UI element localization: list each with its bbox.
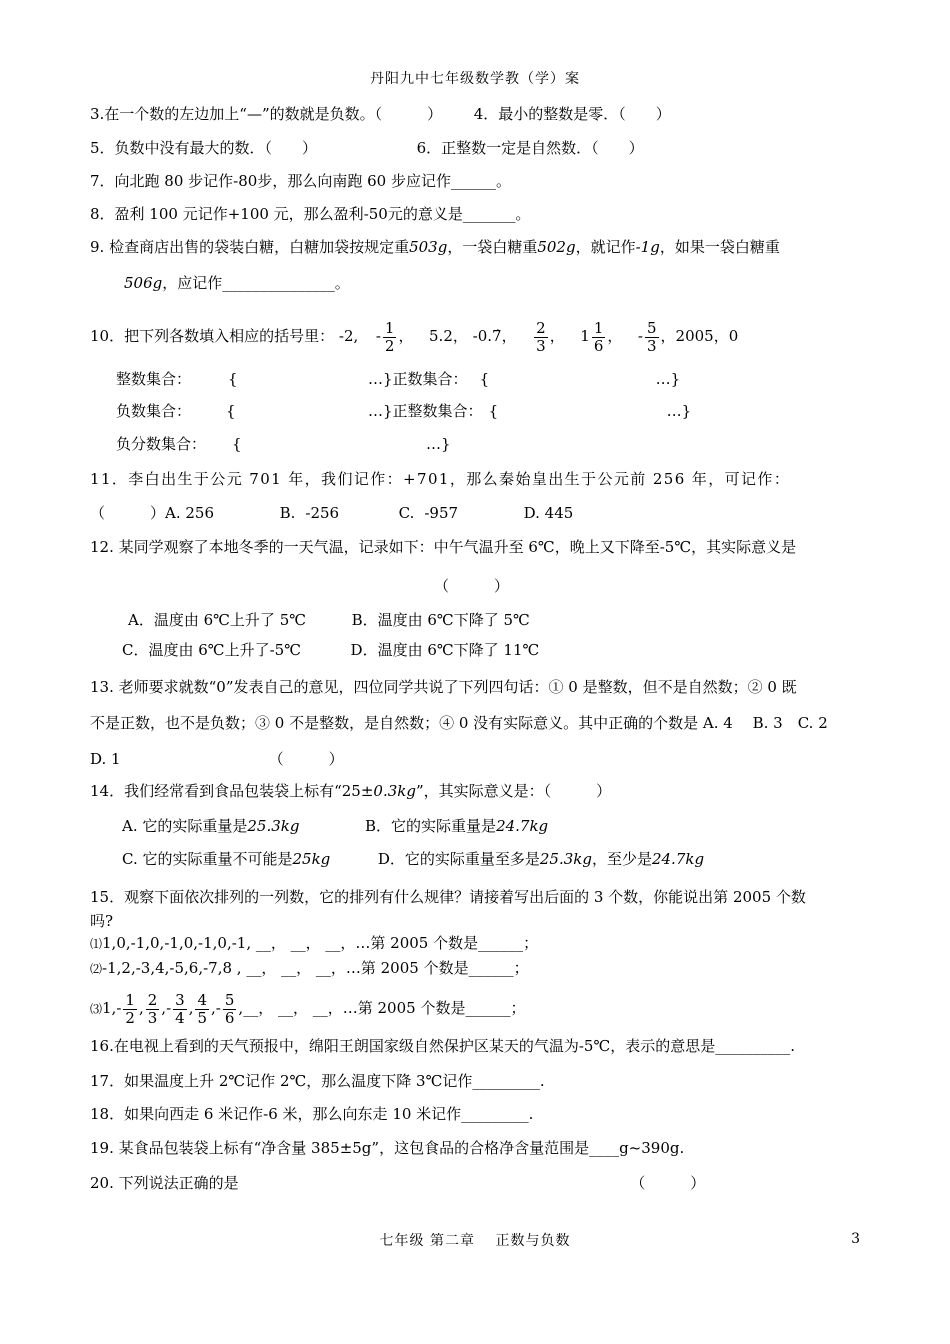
question-17: 17．如果温度上升 2℃记作 2℃，那么温度下降 3℃记作_________. — [90, 1072, 545, 1090]
sequence-3-fraction-1 — [123, 992, 137, 1027]
fraction-3-den: 6 — [593, 336, 604, 355]
sequence-3-fraction-2 — [146, 992, 160, 1027]
question-9-text-d: ，如果一袋白糖重 — [659, 238, 780, 256]
question-11-options — [90, 502, 862, 524]
negative-fraction-set-label: 负分数集合： — [116, 435, 207, 453]
question-12-text-b: ℃，其实际意义是 — [674, 538, 797, 556]
sequence-3-tail: …第 2005 个数是______； — [342, 999, 526, 1017]
sequence-2 — [90, 957, 862, 980]
option-11-d: D. 445 — [523, 504, 574, 522]
question-8-text-b: 元的意义是_______。 — [387, 205, 531, 223]
negative-set-label: 负数集合： — [116, 402, 192, 420]
sequence-1-terms: 1,0,-1,0,-1,0,-1,0,-1, __， __， __， — [102, 934, 356, 952]
sequence-1-index: ⑴ — [90, 937, 103, 951]
set-row-2 — [116, 400, 862, 422]
sequence-3-fraction-3 — [173, 992, 187, 1027]
option-12-d: D．温度由 6℃下降了 11℃ — [350, 641, 540, 659]
page-header: 丹阳九中七年级数学教（学）案 — [370, 71, 580, 87]
question-7-text-b: 步，那么向南跑 60 步应记作______。 — [257, 172, 511, 190]
question-8-math: -50 — [363, 205, 388, 223]
option-12-c-text: C．温度由 6℃上升了 — [122, 641, 270, 659]
question-8-text-a: 8．盈利 100 元记作+100 元，那么盈利 — [90, 205, 364, 223]
question-12-options-ab — [128, 609, 862, 631]
fraction-2-den: 3 — [536, 336, 546, 355]
option-12-c-math: -5 — [269, 641, 285, 659]
sequence-3-f1-sign: - — [116, 999, 122, 1017]
question-13-line-1: 13. 老师要求就数“0”发表自己的意见，四位同学共说了下列四句话：① 0 是整数，但不是自然数；② 0 既 — [90, 678, 797, 696]
question-14-options-ab — [122, 815, 862, 837]
s3f4-den: 5 — [197, 1008, 208, 1027]
positive-integer-set-close: …} — [666, 402, 692, 420]
number-neg-0-7-repeating: -0.7̇， — [472, 327, 517, 345]
integer-set-close: …} — [368, 370, 393, 388]
sequence-3-blanks: ,__， __， __， — [238, 999, 343, 1017]
mixed-fraction-whole: 1 — [580, 327, 590, 345]
question-9-math-4: 506g — [124, 274, 163, 292]
negative-fraction-set-open: { — [232, 435, 242, 453]
s3f5-den: 6 — [224, 1008, 235, 1027]
option-14-c-math: 25kg — [292, 850, 331, 868]
question-12-math: -5 — [659, 538, 675, 556]
integer-set-open: { — [228, 370, 238, 388]
option-13-d: D. 1 — [90, 750, 121, 768]
question-10-intro: 10．把下列各数填入相应的括号里： — [90, 327, 335, 345]
fraction-4-num: 5 — [647, 318, 657, 337]
question-14-math: ±0.3kg — [360, 782, 416, 800]
question-12-text-a: 12. 某同学观察了本地冬季的一天气温，记录如下：中午气温升至 6℃，晚上又下降至 — [90, 538, 660, 556]
s3f3-num: 3 — [175, 990, 185, 1009]
fraction-neg-half — [383, 320, 397, 355]
s3f1-num: 1 — [125, 990, 135, 1009]
negative-fraction-set-close: …} — [426, 435, 451, 453]
question-3-4 — [90, 103, 862, 125]
question-9-text-e: ，应记作_______________。 — [162, 274, 350, 292]
question-7-text-a: 7．向北跑 80 步记作 — [90, 172, 234, 190]
sequence-1-tail: …第 2005 个数是______； — [355, 934, 539, 952]
question-14-text-a: 14．我们经常看到食品包装袋上标有“25 — [90, 782, 361, 800]
sequence-3-f3-sign: - — [166, 999, 172, 1017]
option-14-d-math-2: 24.7kg — [651, 850, 705, 868]
option-14-a-math: 25.3kg — [247, 817, 300, 835]
negative-set-close: …} — [368, 402, 393, 420]
question-12-stem — [90, 536, 862, 558]
option-14-d-text: D．它的实际重量至多是 — [377, 850, 540, 868]
option-11-b-math: -256 — [305, 504, 340, 522]
question-8 — [90, 203, 862, 225]
sequence-3-start: 1, — [102, 999, 117, 1017]
fraction-neg-five-thirds — [645, 320, 659, 355]
s3f1-den: 2 — [125, 1008, 135, 1027]
option-14-d-math-1: 25.3kg — [539, 850, 592, 868]
question-10: 10．把下列各数填入相应的括号里： -2, - $\frac{1}{2}$ ， 5.2， -0.7̇， $\frac{2}{3}$ ， 1 $\frac{1}{6}$ ， - $\frac{5}{3}$ ，2005，0 — [90, 318, 739, 355]
option-11-b: B. — [279, 504, 296, 522]
positive-set-open: { — [479, 370, 490, 388]
positive-integer-set-label: 正整数集合： — [392, 402, 483, 420]
option-11-a: A. 256 — [165, 504, 215, 522]
s3f4-num: 4 — [197, 990, 208, 1009]
fraction-1-num: 1 — [384, 318, 395, 337]
negative-set-open: { — [226, 402, 236, 420]
question-13-line-3 — [90, 748, 862, 770]
option-12-b: B．温度由 6℃下降了 5℃ — [351, 611, 530, 629]
question-16: 16.在电视上看到的天气预报中，绵阳王朗国家级自然保护区某天的气温为-5℃，表示的意思是__________. — [90, 1037, 796, 1055]
s3f5-num: 5 — [224, 990, 235, 1009]
s3f3-den: 4 — [175, 1008, 185, 1027]
question-6: 6．正整数一定是自然数．（ ） — [416, 139, 644, 157]
question-5-6 — [90, 137, 862, 159]
question-15-line-2: 吗? — [90, 912, 114, 930]
option-12-a: A．温度由 6℃上升了 5℃ — [128, 611, 307, 629]
question-14-text-b: ”，其实际意义是：（ ） — [415, 782, 612, 800]
fraction-3-num: 1 — [593, 318, 604, 337]
option-11-c-math: -957 — [424, 504, 459, 522]
question-10-tail: ，2005，0 — [660, 327, 739, 345]
question-14-options-cd — [122, 848, 862, 870]
question-11-stem: 11．李白出生于公元 701 年，我们记作：+701，那么秦始皇出生于公元前 256 年，可记作： — [90, 470, 791, 488]
question-20 — [90, 1172, 862, 1194]
question-13-line-2: 不是正数，也不是负数；③ 0 不是整数，是自然数；④ 0 没有实际意义。其中正确的个数是 A. 4 B. 3 C. 2 — [90, 714, 828, 732]
sequence-3-f5-sign: - — [215, 999, 221, 1017]
option-12-c-unit: ℃ — [284, 641, 301, 659]
page-number: 3 — [851, 1231, 860, 1247]
question-11-paren: （ ） — [90, 504, 166, 522]
question-19: 19. 某食品包装袋上标有“净含量 385±5g”，这包食品的合格净含量范围是____g~390g. — [90, 1139, 685, 1157]
question-9-line-2 — [124, 272, 862, 294]
question-9-text-c: ，就记作 — [575, 238, 636, 256]
fraction-2-num: 2 — [536, 318, 546, 337]
positive-set-label: 正数集合： — [392, 370, 468, 388]
question-15-line-1: 15．观察下面依次排列的一列数，它的排列有什么规律？请接着写出后面的 3 个数，你能说出第 2005 个数 — [90, 888, 806, 906]
question-9-line-1 — [90, 236, 862, 258]
fraction-4-sign: - — [637, 327, 643, 345]
question-9-math-3: -1g — [635, 238, 660, 256]
question-9-text-b: ，一袋白糖重 — [447, 238, 538, 256]
sequence-2-tail: …第 2005 个数是______； — [345, 959, 529, 977]
sequence-1 — [90, 932, 862, 955]
number-5-2: 5.2， — [429, 327, 468, 345]
question-18: 18．如果向西走 6 米记作-6 米，那么向东走 10 米记作_________. — [90, 1105, 534, 1123]
page-footer: 七年级 第二章 正数与负数 — [379, 1233, 571, 1249]
positive-set-close: …} — [655, 370, 681, 388]
number-neg-2: -2, — [338, 327, 359, 345]
mixed-fraction-part — [592, 320, 606, 355]
question-5: 5．负数中没有最大的数．（ ） — [90, 139, 318, 157]
option-14-b-math: 24.7kg — [496, 817, 549, 835]
option-11-c: C. — [398, 504, 415, 522]
fraction-1-den: 2 — [384, 336, 395, 355]
question-7 — [90, 170, 862, 192]
option-14-d-text-b: ，至少是 — [591, 850, 652, 868]
question-13-paren: （ ） — [268, 750, 344, 768]
positive-integer-set-open: { — [488, 402, 499, 420]
option-14-a-text: A. 它的实际重量是 — [122, 817, 248, 835]
question-12-paren: （ ） — [434, 577, 510, 595]
sequence-3-index: ⑶ — [90, 1002, 103, 1016]
question-20-paren: （ ） — [630, 1174, 706, 1192]
question-20-stem: 20. 下列说法正确的是 — [90, 1174, 239, 1192]
sequence-2-index: ⑵ — [90, 962, 103, 976]
sequence-2-terms: -1,2,-3,4,-5,6,-7,8 , __， __， __， — [102, 959, 346, 977]
option-14-b-text: B．它的实际重量是 — [365, 817, 497, 835]
fraction-two-thirds — [534, 320, 548, 355]
sequence-3-fraction-4 — [195, 992, 209, 1027]
integer-set-label: 整数集合： — [116, 370, 192, 388]
question-3: 3.在一个数的左边加上“—”的数就是负数。（ ） — [90, 105, 443, 123]
question-9-math-2: 502g — [537, 238, 576, 256]
sequence-3: ⑶1,- $\frac{1}{2}$ , $\frac{2}{3}$ ,- $\frac{3}{4}$ , $\frac{4}{5}$ ,- $\frac{5}{6}$ ,__， __， __，…第 2005 个数是______； — [90, 990, 526, 1027]
set-row-1 — [116, 368, 862, 390]
question-4: 4．最小的整数是零．（ ） — [473, 105, 671, 123]
fraction-4-den: 3 — [647, 336, 657, 355]
option-14-c-text: C. 它的实际重量不可能是 — [122, 850, 293, 868]
set-row-3 — [116, 433, 862, 455]
s3f2-num: 2 — [147, 990, 158, 1009]
fraction-1-sign: - — [375, 327, 381, 345]
question-14-stem — [90, 780, 862, 802]
s3f2-den: 3 — [147, 1008, 158, 1027]
question-9-math-1: 503g — [409, 238, 448, 256]
question-7-math: -80 — [233, 172, 258, 190]
question-12-options-cd — [122, 639, 862, 661]
sequence-3-fraction-5 — [223, 992, 237, 1027]
question-9-text-a: 9. 检查商店出售的袋装白糖，白糖加袋按规定重 — [90, 238, 410, 256]
